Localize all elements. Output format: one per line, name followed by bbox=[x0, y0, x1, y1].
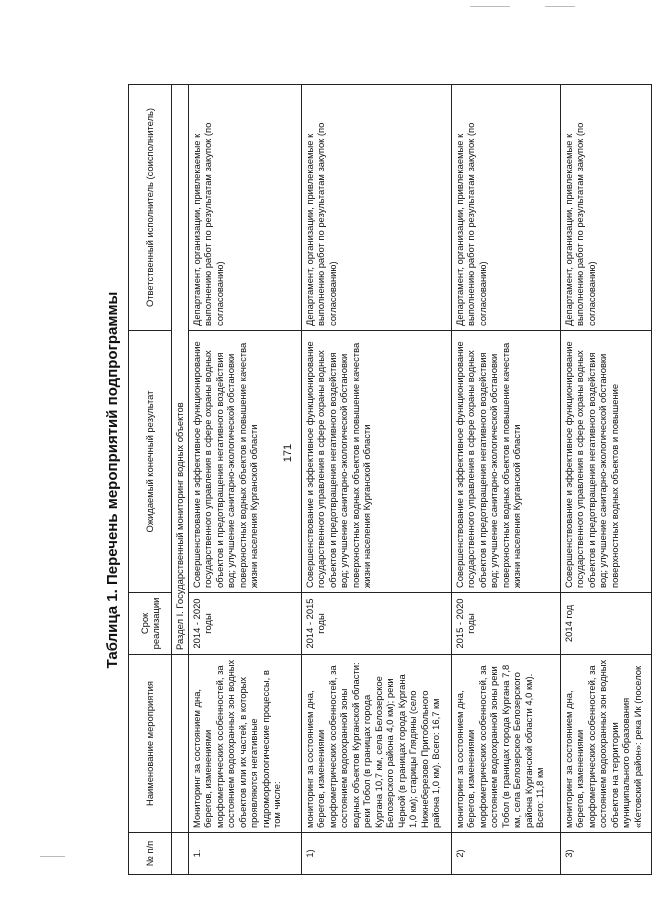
row-name: Мониторинг за состоянием дна, берегов, изменениями морфометрических особенностей, за состоянием водоохранных зон водных объектов или их частей, в которых проявляются негативные гидроморфологические процессы, в том числе: bbox=[188, 655, 301, 833]
row-executor: Департамент, организации, привлекаемые к выполнению работ по результатам закупок (по согласованию) bbox=[451, 85, 560, 331]
scan-artifact-line bbox=[470, 6, 510, 7]
row-executor: Департамент, организации, привлекаемые к выполнению работ по результатам закупок (по согласованию) bbox=[188, 85, 301, 331]
table-row bbox=[301, 85, 451, 875]
column-header-result: Ожидаемый конечный результат bbox=[129, 331, 172, 593]
column-header-number: № п/п bbox=[129, 833, 172, 875]
row-executor: Департамент, организации, привлекаемые к выполнению работ по результатам закупок (по согласованию) bbox=[560, 85, 651, 331]
page-number: 171 bbox=[282, 443, 294, 463]
row-result: Совершенствование и эффективное функционирование государственного управления в сфере охраны водных объектов и предотвращения негативного воздействия вод; улучшение санитарно-экологической обстановки поверхностных водных объектов и повышение качества жизни населения Курганской области bbox=[301, 331, 451, 593]
column-header-term: Срок реализации bbox=[129, 593, 172, 655]
row-result: Совершенствование и эффективное функционирование государственного управления в сфере охраны водных объектов и предотвращения негативного воздействия вод; улучшение санитарно-экологической обстановки поверхностных водных объектов и повышение качества жизни населения Курганской области bbox=[451, 331, 560, 593]
row-number: 3) bbox=[560, 833, 651, 875]
row-number: 1. bbox=[188, 833, 301, 875]
column-header-name: Наименование мероприятия bbox=[129, 655, 172, 833]
scan-artifact-line bbox=[545, 6, 575, 7]
row-term: 2014 - 2020 годы bbox=[188, 593, 301, 655]
row-number: 2) bbox=[451, 833, 560, 875]
table-title: Таблица 1. Перечень мероприятий подпрограммы bbox=[104, 291, 121, 669]
row-executor: Департамент, организации, привлекаемые к выполнению работ по результатам закупок (по согласованию) bbox=[301, 85, 451, 331]
table-header-row bbox=[129, 85, 172, 875]
row-result: Совершенствование и эффективное функционирование государственного управления в сфере охраны водных объектов и предотвращения негативного воздействия вод; улучшение санитарно-экологической обстановки поверхностных водных объектов и повышение bbox=[560, 331, 651, 593]
row-term: 2015 - 2020 годы bbox=[451, 593, 560, 655]
rotated-page-content bbox=[100, 85, 643, 875]
table-row bbox=[451, 85, 560, 875]
scan-artifact-line bbox=[40, 856, 65, 857]
section-title: Раздел I. Государственный мониторинг водных объектов bbox=[172, 85, 189, 655]
row-name: мониторинг за состоянием дна, берегов, изменениями морфометрических особенностей, за состоянием водоохранной зоны реки Тобол (в границах города Кургана 7,8 км, села Белозерское Белозерского района Курганской области 4,0 км). Всего: 11,8 км bbox=[451, 655, 560, 833]
row-name: мониторинг за состоянием дна, берегов, изменениями морфометрических особенностей, за состоянием водоохранных зон водных объектов на территории муниципального образования «Кетовский район»: река Ик (поселок bbox=[560, 655, 651, 833]
row-result: Совершенствование и эффективное функционирование государственного управления в сфере охраны водных объектов и предотвращения негативного воздействия вод; улучшение санитарно-экологической обстановки поверхностных водных объектов и повышение качества жизни населения Курганской области bbox=[188, 331, 301, 593]
row-number: 1) bbox=[301, 833, 451, 875]
row-name: мониторинг за состоянием дна, берегов, изменениями морфометрических особенностей, за состоянием водоохранной зоны водных объектов Курганской области: реки Тобол (в границах города Кургана 10,7 км, села Белозерское Белозерского района 4,0 км); реки Черной (в границах города Кургана 1,0 км); старицы Глядяны (село Нижнеберезово Притобольного района 1,0 км). Всего: 16,7 км bbox=[301, 655, 451, 833]
section-row bbox=[172, 85, 189, 875]
row-term: 2014 - 2015 годы bbox=[301, 593, 451, 655]
row-term: 2014 год bbox=[560, 593, 651, 655]
column-header-executor: Ответственный исполнитель (соисполнитель) bbox=[129, 85, 172, 331]
measures-table bbox=[128, 84, 652, 875]
table-row bbox=[188, 85, 301, 875]
table-row bbox=[560, 85, 651, 875]
